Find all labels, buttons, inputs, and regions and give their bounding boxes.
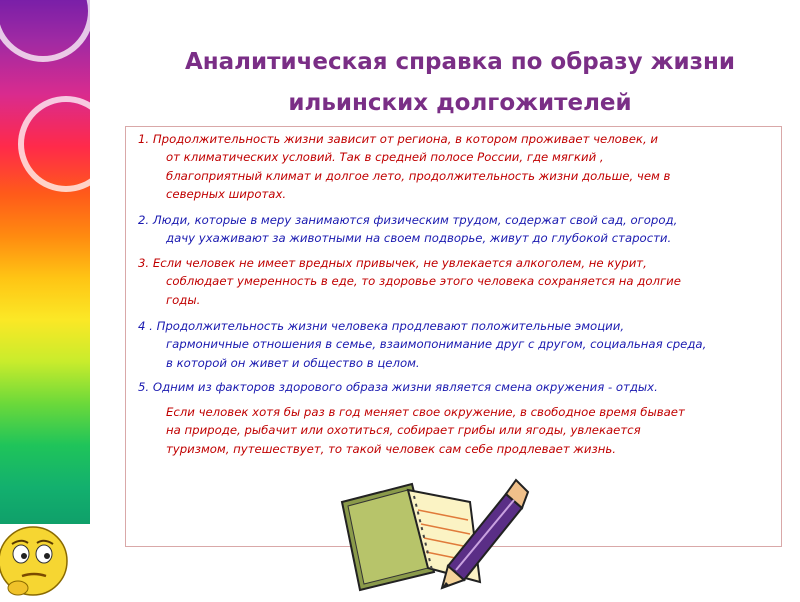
item-3-line-1: 3. Если человек не имеет вредных привычек, не увлекается алкоголем, не курит, bbox=[138, 256, 647, 270]
page-title bbox=[160, 42, 760, 124]
title-line-2: ильинских долгожителей bbox=[288, 90, 632, 116]
item-4-line-1: 4 . Продолжительность жизни человека продлевают положительные эмоции, bbox=[138, 319, 625, 333]
item-2-line-1: 2. Люди, которые в меру занимаются физическим трудом, содержат свой сад, огород, bbox=[138, 213, 678, 227]
list-item-2 bbox=[138, 211, 778, 248]
item-6-line-3: туризмом, путешествует, то такой человек сам себе продлевает жизнь. bbox=[166, 441, 616, 456]
item-4-line-3: в которой он живет и общество в целом. bbox=[166, 355, 420, 370]
list-item-3 bbox=[138, 254, 778, 309]
item-1-line-1: 1. Продолжительность жизни зависит от региона, в котором проживает человек, и bbox=[138, 132, 658, 146]
item-1-line-2: от климатических условий. Так в средней полосе России, где мягкий , bbox=[166, 150, 604, 165]
item-5-line-1: 5. Одним из факторов здорового образа жизни является смена окружения - отдых. bbox=[138, 380, 658, 394]
item-3-line-2: соблюдает умеренность в еде, то здоровье этого человека сохраняется на долгие bbox=[166, 274, 681, 289]
decorative-ring-middle bbox=[18, 96, 114, 192]
item-6-line-1: Если человек хотя бы раз в год меняет свое окружение, в свободное время бывает bbox=[166, 405, 685, 419]
item-1-line-3: благоприятный климат и долгое лето, продолжительность жизни дольше, чем в bbox=[166, 168, 671, 183]
list-item-1 bbox=[138, 130, 778, 203]
list-item-6 bbox=[138, 403, 778, 458]
item-1-line-4: северных широтах. bbox=[166, 186, 287, 201]
smiley-icon bbox=[0, 522, 72, 600]
item-3-line-3: годы. bbox=[166, 292, 201, 307]
item-4-line-2: гармоничные отношения в семье, взаимопонимание друг с другом, социальная среда, bbox=[166, 337, 707, 352]
item-6-line-2: на природе, рыбачит или охотиться, собирает грибы или ягоды, увлекается bbox=[166, 423, 641, 438]
rainbow-sidebar bbox=[0, 0, 90, 524]
item-2-line-2: дачу ухаживают за животными на своем подворье, живут до глубокой старости. bbox=[166, 231, 672, 246]
list-item-4 bbox=[138, 317, 778, 372]
list-item-5 bbox=[138, 378, 778, 396]
title-line-1: Аналитическая справка по образу жизни bbox=[184, 49, 736, 75]
notebook-pencil-icon bbox=[330, 462, 530, 602]
